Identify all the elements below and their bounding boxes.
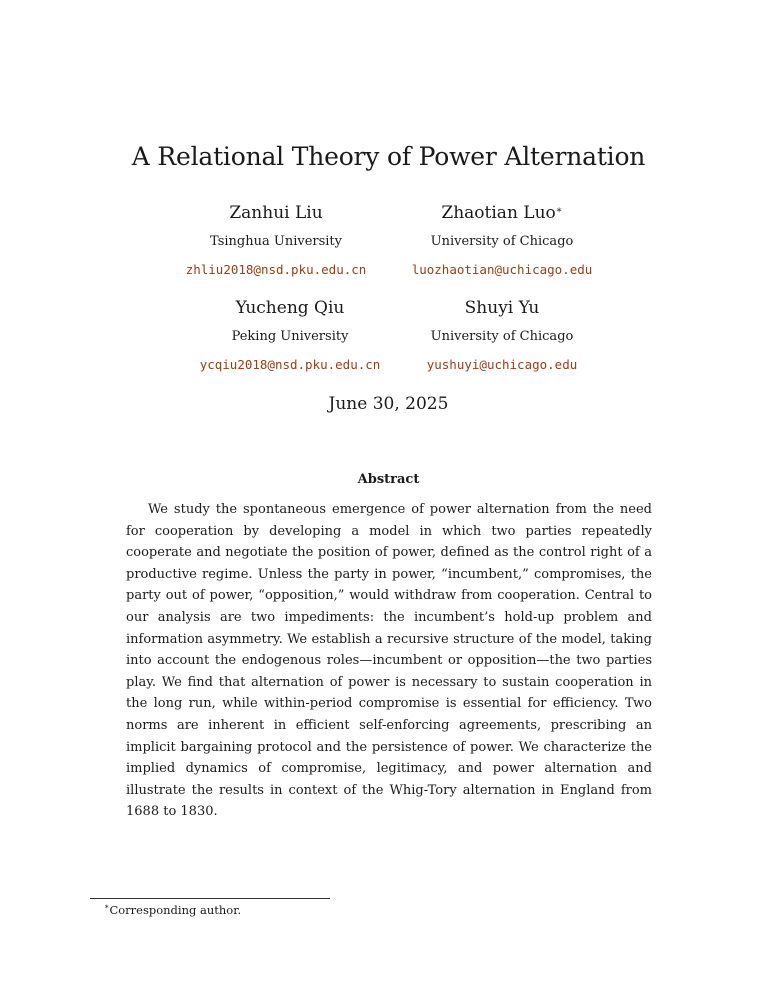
- author-affiliation: Peking University: [231, 329, 349, 344]
- author-email[interactable]: ycqiu2018@nsd.pku.edu.cn: [199, 357, 381, 372]
- author-affiliation: Tsinghua University: [209, 234, 342, 249]
- author-email[interactable]: yushuyi@uchicago.edu: [426, 357, 578, 372]
- author-block: [372, 203, 632, 278]
- footnote-divider: [90, 898, 330, 899]
- author-name: Zhaotian Luo∗: [441, 203, 563, 223]
- abstract-body: We study the spontaneous emergence of power alternation from the need for cooperation by developing a model in which two parties repeatedly cooperate and negotiate the position of power, defined as the control right of a productive regime. Unless the party in power, “incumbent,” compromises, the party out of power, “opposition,” would withdraw from cooperation. Central to our analysis are two impediments: the incumbent’s hold-up problem and information asymmetry. We establish a recursive structure of the model, taking into account the endogenous roles—incumbent or opposition—the two parties play. We find that alternation of power is necessary to sustain cooperation in the long run, while within-period compromise is essential for efficiency. Two norms are inherent in efficient self-enforcing agreements, prescribing an implicit bargaining protocol and the persistence of power. We characterize the implied dynamics of compromise, legitimacy, and power alternation and illustrate the results in context of the Whig-Tory alternation in England from 1688 to 1830.: [126, 502, 652, 820]
- author-block: [146, 203, 406, 278]
- author-email[interactable]: luozhaotian@uchicago.edu: [411, 262, 593, 277]
- corresponding-author-mark: ∗: [555, 205, 563, 216]
- author-name: Shuyi Yu: [464, 298, 540, 318]
- author-block: [372, 298, 632, 373]
- footnote-text: Corresponding author.: [109, 902, 242, 917]
- author-affiliation: University of Chicago: [430, 329, 574, 344]
- author-affiliation: University of Chicago: [430, 234, 574, 249]
- publication-date: June 30, 2025: [328, 394, 449, 414]
- author-name: Zanhui Liu: [229, 203, 323, 223]
- abstract-heading: Abstract: [357, 472, 420, 487]
- author-email[interactable]: zhliu2018@nsd.pku.edu.cn: [185, 262, 367, 277]
- author-name: Yucheng Qiu: [235, 298, 345, 318]
- footnote: [104, 902, 241, 917]
- paper-title: A Relational Theory of Power Alternation: [131, 142, 646, 171]
- footnote-mark: ∗: [104, 902, 110, 911]
